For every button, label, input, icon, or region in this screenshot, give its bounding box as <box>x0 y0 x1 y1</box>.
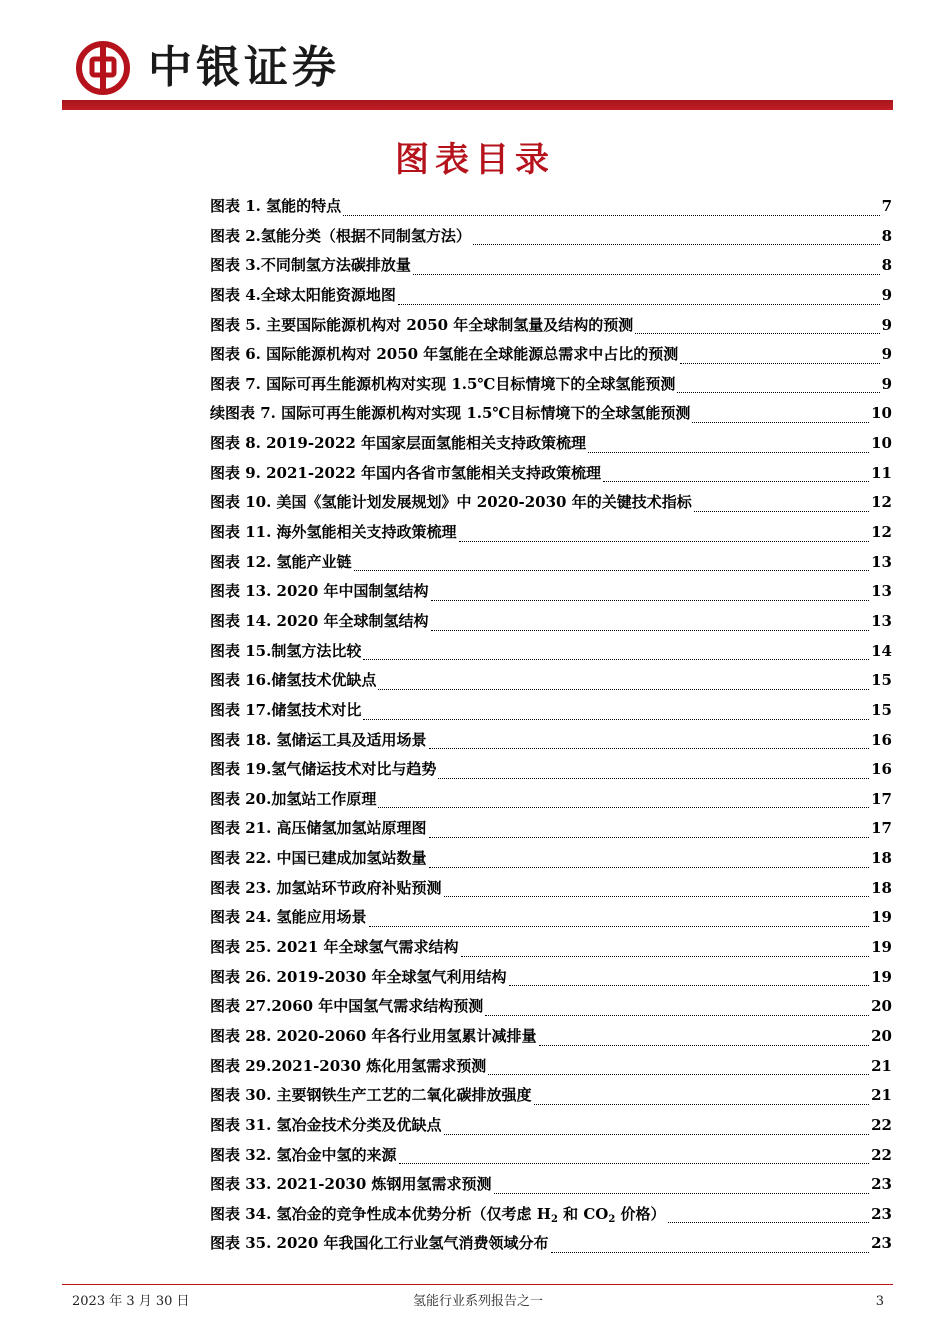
toc-entry[interactable] <box>210 313 892 343</box>
toc-entry-page: 13 <box>871 552 892 571</box>
toc-entry[interactable] <box>210 401 892 431</box>
toc-entry[interactable] <box>210 905 892 935</box>
toc-dot-leader <box>534 1104 870 1105</box>
toc-entry-label: 图表 4.全球太阳能资源地图 <box>210 285 396 304</box>
toc-entry[interactable] <box>210 668 892 698</box>
toc-entry-page: 19 <box>871 908 892 927</box>
toc-entry-page: 20 <box>871 997 892 1016</box>
toc-entry-label: 图表 32. 氢冶金中氢的来源 <box>210 1145 397 1164</box>
toc-entry-page: 20 <box>871 1026 892 1045</box>
toc-dot-leader <box>473 244 880 245</box>
toc-entry-page: 12 <box>871 493 892 512</box>
toc-dot-leader <box>680 363 879 364</box>
toc-entry-page: 8 <box>881 256 892 275</box>
toc-entry-page: 22 <box>871 1145 892 1164</box>
toc-entry[interactable] <box>210 1113 892 1143</box>
toc-dot-leader <box>588 452 869 453</box>
report-series: 氢能行业系列报告之一 <box>412 1294 543 1309</box>
toc-entry-page: 10 <box>871 404 892 423</box>
toc-entry-label: 图表 19.氢气储运技术对比与趋势 <box>210 760 437 779</box>
toc-entry-label-part: 和 CO <box>557 1204 609 1223</box>
toc-entry-label: 图表 12. 氢能产业链 <box>210 552 352 571</box>
toc-entry-label: 图表 16.储氢技术优缺点 <box>210 671 377 690</box>
toc-entry-page: 23 <box>871 1234 892 1253</box>
toc-entry-label: 图表 7. 国际可再生能源机构对实现 1.5℃目标情境下的全球氢能预测 <box>210 374 676 393</box>
toc-entry-label: 图表 21. 高压储氢加氢站原理图 <box>210 819 427 838</box>
toc-entry-label: 图表 6. 国际能源机构对 2050 年氢能在全球能源总需求中占比的预测 <box>210 345 679 364</box>
toc-entry-label: 图表 10. 美国《氢能计划发展规划》中 2020-2030 年的关键技术指标 <box>210 493 692 512</box>
toc-dot-leader <box>363 659 869 660</box>
toc-entry[interactable] <box>210 579 892 609</box>
toc-entry-label: 图表 25. 2021 年全球氢气需求结构 <box>210 938 459 957</box>
toc-dot-leader <box>635 333 879 334</box>
toc-dot-leader <box>551 1252 870 1253</box>
toc-entry[interactable] <box>210 876 892 906</box>
toc-dot-leader <box>378 689 869 690</box>
toc-entry[interactable] <box>210 283 892 313</box>
toc-dot-leader <box>438 778 869 779</box>
toc-dot-leader <box>354 570 870 571</box>
toc-dot-leader <box>488 1074 869 1075</box>
toc-dot-leader <box>694 511 869 512</box>
toc-entry-label: 图表 13. 2020 年中国制氢结构 <box>210 582 429 601</box>
toc-entry[interactable] <box>210 698 892 728</box>
toc-entry-label: 图表 8. 2019-2022 年国家层面氢能相关支持政策梳理 <box>210 434 587 453</box>
toc-dot-leader <box>692 422 869 423</box>
toc-dot-leader <box>369 926 870 927</box>
footer-divider <box>62 1284 893 1285</box>
toc-entry[interactable] <box>210 1143 892 1173</box>
toc-entry[interactable] <box>210 1024 892 1054</box>
toc-entry-page: 14 <box>871 641 892 660</box>
toc-entry[interactable] <box>210 787 892 817</box>
page-footer <box>72 1290 884 1314</box>
toc-entry-label: 续图表 7. 国际可再生能源机构对实现 1.5℃目标情境下的全球氢能预测 <box>210 404 691 423</box>
toc-dot-leader <box>343 215 879 216</box>
toc-entry[interactable] <box>210 816 892 846</box>
toc-entry-page: 18 <box>871 878 892 897</box>
brand-name: 中银证券 <box>148 42 340 93</box>
toc-entry-page: 8 <box>881 226 892 245</box>
toc-entry-label: 图表 26. 2019-2030 年全球氢气利用结构 <box>210 967 507 986</box>
page-title: 图表目录 <box>395 140 555 180</box>
toc-entry[interactable] <box>210 728 892 758</box>
page-header <box>0 0 950 120</box>
toc-entry-label: 图表 30. 主要钢铁生产工艺的二氧化碳排放强度 <box>210 1086 532 1105</box>
toc-entry[interactable] <box>210 609 892 639</box>
toc-entry-page: 21 <box>871 1086 892 1105</box>
toc-entry[interactable] <box>210 224 892 254</box>
toc-entry-page: 17 <box>871 789 892 808</box>
toc-entry-label: 图表 9. 2021-2022 年国内各省市氢能相关支持政策梳理 <box>210 463 602 482</box>
toc-entry[interactable] <box>210 431 892 461</box>
toc-dot-leader <box>677 392 879 393</box>
toc-dot-leader <box>444 1134 870 1135</box>
toc-entry-label: 图表 29.2021-2030 炼化用氢需求预测 <box>210 1056 487 1075</box>
subscript: 2 <box>608 1213 616 1225</box>
toc-entry[interactable] <box>210 490 892 520</box>
toc-entry-label: 图表 31. 氢冶金技术分类及优缺点 <box>210 1115 442 1134</box>
toc-entry-page: 11 <box>871 463 892 482</box>
report-date: 2023 年 3 月 30 日 <box>72 1294 190 1309</box>
toc-entry-label: 图表 5. 主要国际能源机构对 2050 年全球制氢量及结构的预测 <box>210 315 634 334</box>
toc-entry-page: 12 <box>871 523 892 542</box>
toc-entry[interactable] <box>210 846 892 876</box>
bank-of-china-logo-icon <box>75 40 131 96</box>
toc-dot-leader <box>668 1222 870 1223</box>
toc-dot-leader <box>431 630 870 631</box>
toc-entry[interactable] <box>210 994 892 1024</box>
toc-entry[interactable] <box>210 461 892 491</box>
toc-entry-label: 图表 24. 氢能应用场景 <box>210 908 367 927</box>
toc-dot-leader <box>509 985 870 986</box>
toc-entry-page: 16 <box>871 730 892 749</box>
toc-dot-leader <box>399 1163 870 1164</box>
toc-entry-page: 10 <box>871 434 892 453</box>
toc-entry[interactable] <box>210 342 892 372</box>
toc-entry-label: 图表 15.制氢方法比较 <box>210 641 362 660</box>
toc-dot-leader <box>485 1015 869 1016</box>
subscript: 2 <box>550 1213 558 1225</box>
toc-entry-label <box>210 1202 666 1232</box>
header-divider <box>62 100 893 110</box>
toc-entry-page: 9 <box>881 285 892 304</box>
toc-dot-leader <box>539 1045 870 1046</box>
toc-entry-page: 19 <box>871 967 892 986</box>
toc-entry[interactable] <box>210 935 892 965</box>
toc-dot-leader <box>461 956 870 957</box>
toc-entry-label: 图表 23. 加氢站环节政府补贴预测 <box>210 878 442 897</box>
toc-list <box>210 194 892 1261</box>
toc-entry-page: 15 <box>871 700 892 719</box>
toc-dot-leader <box>429 837 870 838</box>
toc-entry-page: 17 <box>871 819 892 838</box>
toc-entry-page: 9 <box>881 315 892 334</box>
toc-dot-leader <box>459 541 870 542</box>
toc-dot-leader <box>603 481 869 482</box>
toc-entry-page: 15 <box>871 671 892 690</box>
toc-entry-page: 13 <box>871 582 892 601</box>
toc-entry[interactable] <box>210 1202 892 1232</box>
toc-entry-page: 7 <box>881 197 892 215</box>
toc-dot-leader <box>413 274 880 275</box>
toc-dot-leader <box>444 896 870 897</box>
toc-entry-label: 图表 35. 2020 年我国化工行业氢气消费领域分布 <box>210 1234 549 1253</box>
page-number: 3 <box>875 1294 884 1309</box>
toc-dot-leader <box>494 1193 870 1194</box>
toc-entry[interactable] <box>210 757 892 787</box>
toc-entry-page: 18 <box>871 849 892 868</box>
toc-entry-page: 19 <box>871 938 892 957</box>
toc-entry-label: 图表 14. 2020 年全球制氢结构 <box>210 611 429 630</box>
toc-entry-page: 23 <box>871 1204 892 1223</box>
toc-entry-label: 图表 33. 2021-2030 炼钢用氢需求预测 <box>210 1175 492 1194</box>
toc-dot-leader <box>431 600 870 601</box>
toc-entry-label: 图表 18. 氢储运工具及适用场景 <box>210 730 427 749</box>
toc-entry[interactable] <box>210 194 892 224</box>
toc-entry-label-part: 价格） <box>615 1204 666 1223</box>
toc-dot-leader <box>429 867 870 868</box>
toc-entry-label: 图表 27.2060 年中国氢气需求结构预测 <box>210 997 484 1016</box>
toc-entry-label: 图表 22. 中国已建成加氢站数量 <box>210 849 427 868</box>
toc-entry[interactable] <box>210 1231 892 1261</box>
toc-entry-page: 22 <box>871 1115 892 1134</box>
toc-entry-label: 图表 28. 2020-2060 年各行业用氢累计减排量 <box>210 1026 537 1045</box>
toc-entry[interactable] <box>210 520 892 550</box>
toc-entry-label: 图表 3.不同制氢方法碳排放量 <box>210 256 411 275</box>
toc-entry-label-part: 图表 34. 氢冶金的竞争性成本优势分析（仅考虑 H <box>210 1204 551 1223</box>
toc-entry[interactable] <box>210 1172 892 1202</box>
toc-entry-page: 9 <box>881 374 892 393</box>
toc-dot-leader <box>363 719 869 720</box>
toc-entry-label: 图表 1. 氢能的特点 <box>210 197 342 215</box>
toc-entry-page: 23 <box>871 1175 892 1194</box>
toc-entry[interactable] <box>210 1054 892 1084</box>
toc-entry[interactable] <box>210 965 892 995</box>
toc-entry[interactable] <box>210 550 892 580</box>
toc-dot-leader <box>398 304 880 305</box>
toc-entry[interactable] <box>210 253 892 283</box>
toc-dot-leader <box>378 807 869 808</box>
toc-entry-label: 图表 20.加氢站工作原理 <box>210 789 377 808</box>
toc-entry-label: 图表 2.氢能分类（根据不同制氢方法） <box>210 226 471 245</box>
toc-entry-page: 21 <box>871 1056 892 1075</box>
toc-entry-label: 图表 11. 海外氢能相关支持政策梳理 <box>210 523 457 542</box>
toc-entry[interactable] <box>210 1083 892 1113</box>
toc-entry[interactable] <box>210 639 892 669</box>
toc-entry[interactable] <box>210 372 892 402</box>
toc-entry-page: 16 <box>871 760 892 779</box>
toc-dot-leader <box>429 748 870 749</box>
toc-entry-page: 13 <box>871 611 892 630</box>
toc-entry-label: 图表 17.储氢技术对比 <box>210 700 362 719</box>
toc-entry-page: 9 <box>881 345 892 364</box>
